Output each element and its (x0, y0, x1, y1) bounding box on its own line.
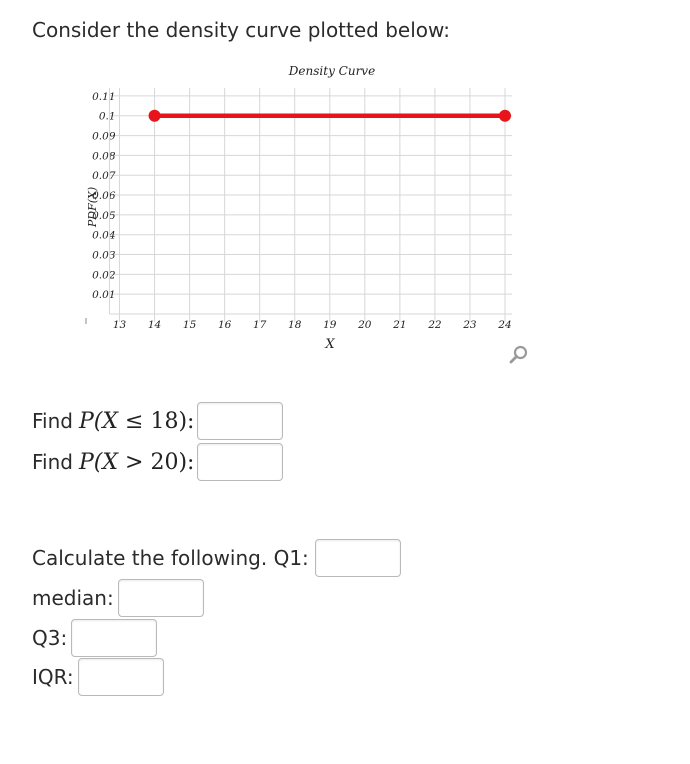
chart-grid (110, 88, 512, 322)
y-tick-label: 0.09 (92, 130, 116, 143)
zoom-magnifier-icon[interactable] (508, 344, 530, 366)
question-prob-gt-20 (32, 443, 283, 481)
y-tick-label: 0.05 (92, 209, 116, 222)
chart-y-axis-label: PDF(X) (86, 186, 99, 228)
question-prefix: Find (32, 450, 73, 474)
x-tick-label: 20 (358, 319, 372, 331)
question-math (79, 409, 194, 434)
chart-title: Density Curve (288, 64, 376, 78)
question-math (79, 450, 194, 475)
x-tick-label: 23 (463, 319, 477, 331)
question-q3 (32, 619, 157, 657)
y-tick-label: 0.08 (92, 150, 116, 163)
y-tick-label: 0.03 (92, 249, 116, 262)
math-prob: P(X (78, 449, 119, 475)
intro-text: Consider the density curve plotted below: (32, 18, 451, 42)
math-prob: P(X (78, 408, 119, 434)
x-tick-label: 13 (112, 319, 127, 331)
answer-input-q3[interactable] (71, 619, 157, 657)
x-tick-label: 18 (288, 319, 302, 331)
answer-input-median[interactable] (118, 579, 204, 617)
iqr-label: IQR: (32, 665, 74, 689)
q3-label: Q3: (32, 626, 68, 650)
x-tick-label: 19 (323, 319, 337, 331)
answer-input-q1[interactable] (315, 539, 401, 577)
question-prefix: Find (32, 409, 73, 433)
question-q1 (32, 539, 401, 577)
question-median (32, 579, 204, 617)
math-operator: > (118, 449, 151, 475)
chart-x-axis-label: X (325, 337, 335, 352)
y-tick-label: 0.06 (92, 190, 116, 203)
y-tick-label: 0.11 (92, 90, 116, 103)
density-endpoint (499, 110, 511, 122)
y-tick-label: 0.1 (98, 110, 116, 123)
math-value: 20): (150, 449, 195, 475)
y-tick-label: 0.04 (92, 229, 116, 242)
calc-q1-label: Calculate the following. Q1: (32, 546, 309, 570)
x-tick-label: 22 (428, 319, 442, 331)
question-prob-le-18 (32, 402, 283, 440)
answer-input-prob-gt-20[interactable] (197, 443, 283, 481)
answer-input-prob-le-18[interactable] (197, 402, 283, 440)
math-value: 18): (150, 408, 195, 434)
y-tick-label: 0.07 (92, 170, 116, 183)
median-label: median: (32, 586, 114, 610)
answer-input-iqr[interactable] (78, 658, 164, 696)
math-operator: ≤ (118, 408, 151, 434)
x-tick-label: 16 (217, 319, 232, 331)
x-tick-label: 21 (393, 319, 407, 331)
density-endpoint (149, 110, 161, 122)
x-tick-label: 24 (498, 319, 512, 331)
x-tick-label: 17 (253, 319, 267, 331)
x-tick-label: 14 (147, 319, 162, 331)
y-tick-label: 0.02 (92, 269, 116, 282)
question-iqr (32, 658, 164, 696)
density-chart (80, 58, 530, 358)
x-tick-label: 15 (182, 319, 197, 331)
y-tick-label: 0.01 (92, 289, 116, 302)
